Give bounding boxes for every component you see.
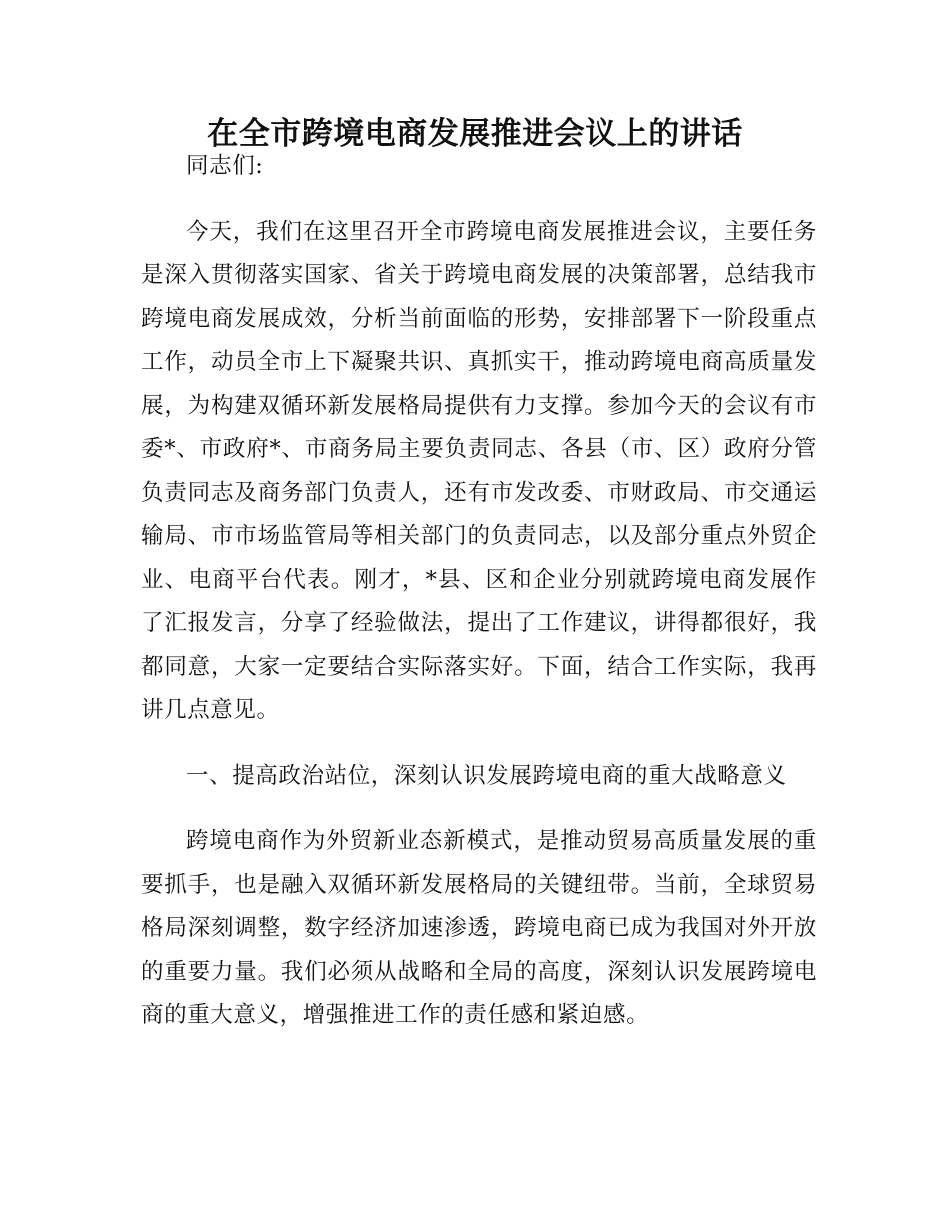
paragraph-intro: 今天，我们在这里召开全市跨境电商发展推进会议，主要任务是深入贯彻落实国家、省关于跨境电商发展的决策部署，总结我市跨境电商发展成效，分析当前面临的形势，安排部署下一阶段重点工作，动员全市上下凝聚共识、真抓实干，推动跨境电商高质量发展，为构建双循环新发展格局提供有力支撑。参加今天的会议有市委*、市政府*、市商务局主要负责同志、各县（市、区）政府分管负责同志及商务部门负责人，还有市发改委、市财政局、市交通运输局、市市场监管局等相关部门的负责同志，以及部分重点外贸企业、电商平台代表。刚才，*县、区和企业分别就跨境电商发展作了汇报发言，分享了经验做法，提出了工作建议，讲得都很好，我都同意，大家一定要结合实际落实好。下面，结合工作实际，我再讲几点意见。 bbox=[141, 218, 817, 723]
greeting: 同志们: bbox=[186, 153, 264, 179]
document-body bbox=[141, 145, 817, 1038]
document-title: 在全市跨境电商发展推进会议上的讲话 bbox=[207, 116, 743, 152]
paragraph-section-1: 跨境电商作为外贸新业态新模式，是推动贸易高质量发展的重要抓手，也是融入双循环新发展格局的关键纽带。当前，全球贸易格局深刻调整，数字经济加速渗透，跨境电商已成为我国对外开放的重要力量。我们必须从战略和全局的高度，深刻认识发展跨境电商的重大意义，增强推进工作的责任感和紧迫感。 bbox=[141, 828, 817, 1028]
section-heading-1: 一、提高政治站位，深刻认识发展跨境电商的重大战略意义 bbox=[186, 762, 787, 789]
